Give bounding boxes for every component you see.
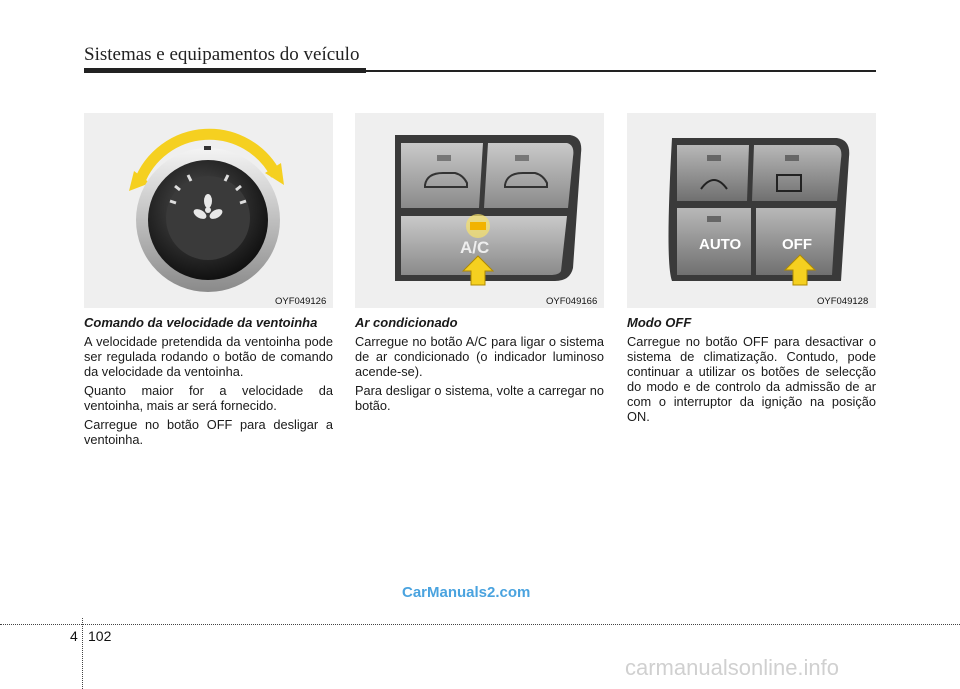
fresh-indicator	[515, 155, 529, 161]
page-number: 102	[88, 628, 112, 644]
header-rule-thick	[84, 68, 366, 73]
auto-off-panel-illustration	[627, 113, 876, 308]
figure-ac-buttons	[355, 113, 604, 308]
front-defrost-button[interactable]	[677, 145, 749, 201]
section-title: Ar condicionado	[355, 315, 458, 330]
figure-code: OYF049126	[275, 296, 327, 307]
section-title: Comando da velocidade da ventoinha	[84, 315, 318, 330]
section-title: Modo OFF	[627, 315, 692, 330]
figure-auto-off-buttons	[627, 113, 876, 308]
header-rule-thin	[366, 70, 876, 72]
section-paragraph: Quanto maior for a velocidade da ventoinha, mais ar será fornecido.	[84, 383, 333, 413]
rear-defrost-button[interactable]	[752, 145, 841, 201]
knob-indicator-mark	[204, 146, 211, 150]
ac-indicator	[470, 222, 486, 230]
page-header-title: Sistemas e equipamentos do veículo	[84, 44, 360, 65]
figure-fan-knob	[84, 113, 333, 308]
section-fan-speed	[84, 315, 333, 451]
section-paragraph: Carregue no botão OFF para desactivar o sistema de climatização. Contudo, pode continuar a utilizar os botões de selecção do modo e de controlo da admissão de ar com o interruptor da ignição na posição ON.	[627, 334, 876, 424]
auto-indicator	[707, 216, 721, 222]
footer-dotted-rule	[0, 624, 960, 625]
recirc-indicator	[437, 155, 451, 161]
ac-button-label: A/C	[460, 238, 490, 257]
section-off-mode	[627, 315, 876, 428]
front-defrost-indicator	[707, 155, 721, 161]
section-paragraph: Carregue no botão A/C para ligar o sistema de ar condicionado (o indicador luminoso acende-se).	[355, 334, 604, 379]
auto-button-label: AUTO	[699, 236, 742, 253]
ac-panel-illustration	[355, 113, 604, 308]
section-air-conditioning	[355, 315, 604, 417]
watermark-bottom[interactable]: carmanualsonline.info	[625, 655, 840, 680]
footer-dotted-divider	[82, 618, 83, 689]
figure-code: OYF049128	[817, 296, 869, 307]
fan-knob-illustration	[84, 113, 333, 308]
section-paragraph: A velocidade pretendida da ventoinha pode ser regulada rodando o botão de comando da velocidade da ventoinha.	[84, 334, 333, 379]
recirculation-button[interactable]	[401, 143, 483, 208]
rear-defrost-indicator	[785, 155, 799, 161]
fresh-air-button[interactable]	[484, 143, 573, 208]
page-chapter-number: 4	[70, 628, 78, 644]
watermark-top[interactable]: CarManuals2.com	[402, 584, 531, 601]
section-paragraph: Carregue no botão OFF para desligar a ventoinha.	[84, 417, 333, 447]
figure-code: OYF049166	[546, 296, 598, 307]
off-button-label: OFF	[782, 236, 812, 253]
section-paragraph: Para desligar o sistema, volte a carregar no botão.	[355, 383, 604, 413]
